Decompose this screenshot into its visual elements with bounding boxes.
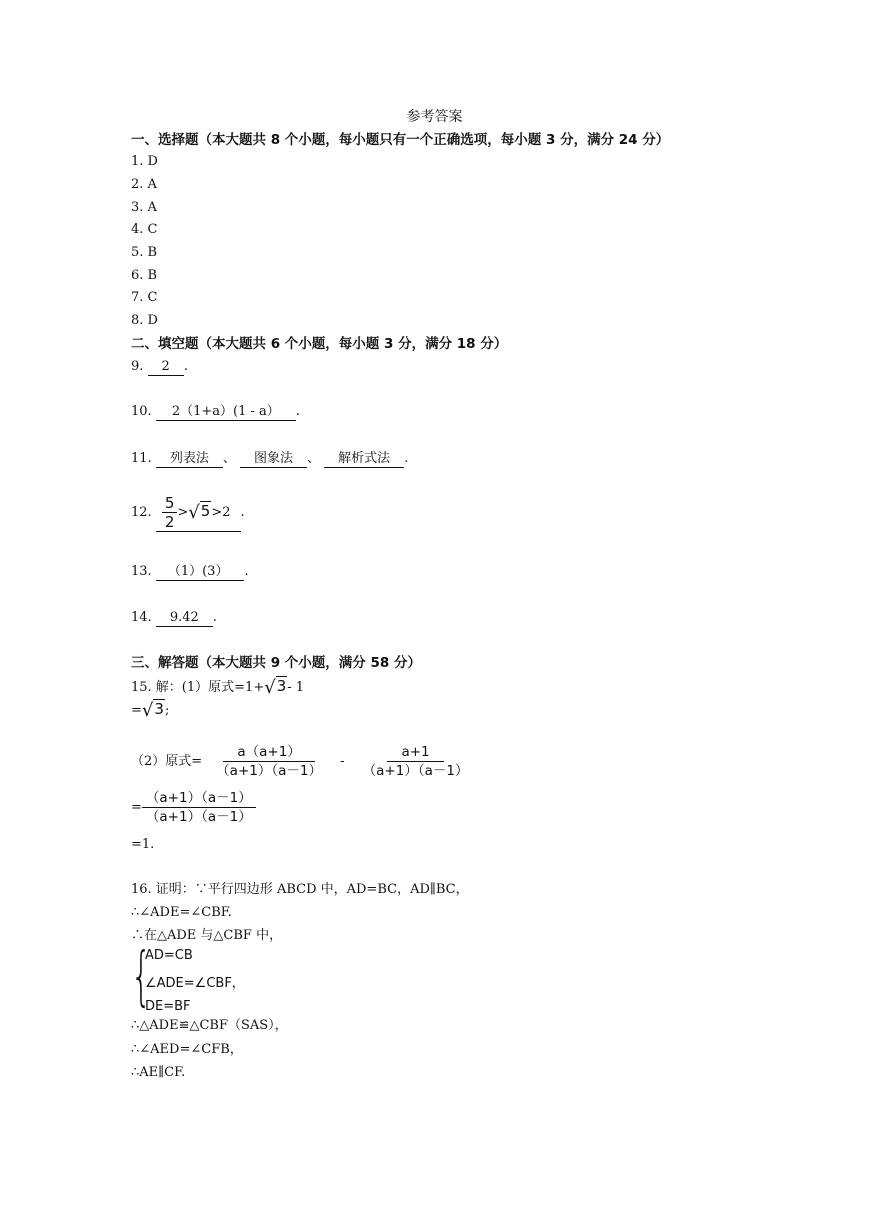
q16-equation-system — [131, 940, 245, 1014]
q16-line-6: ∴AE∥CF. — [131, 1065, 186, 1080]
q11-end: . — [404, 451, 409, 466]
q16-line-1: 16. 证明：∵平行四边形 ABCD 中，AD=BC，AD∥BC， — [131, 882, 469, 897]
section1-heading: 一、选择题（本大题共 8 个小题，每小题只有一个正确选项，每小题 3 分，满分 24 分） — [131, 132, 670, 148]
q10-number: 10. — [131, 404, 152, 419]
q15-equals: = — [131, 800, 142, 815]
q13-answer: （1）(3） — [156, 564, 245, 581]
q11-sep-1: 、 — [222, 451, 236, 466]
q15-line1-prefix: 15. 解：(1）原式=1+ — [131, 680, 265, 695]
q15-fraction-1 — [202, 743, 336, 780]
q15-minus: - — [340, 754, 345, 769]
q15-sqrt-2-arg: 3 — [154, 700, 164, 718]
q14-line — [131, 609, 217, 627]
q15-fraction-2-numerator: a+1 — [387, 743, 443, 762]
section3-heading: 三、解答题（本大题共 9 个小题，满分 58 分） — [131, 655, 421, 671]
q12-fraction — [162, 494, 178, 531]
q16-brace-row-2: ∠ADE=∠CBF， — [145, 975, 245, 991]
q10-line — [131, 403, 300, 421]
q10-end: . — [295, 404, 300, 419]
left-brace-icon: { — [131, 940, 152, 1014]
q9-answer: 2 — [148, 359, 184, 376]
q12-sqrt-arg: 5 — [200, 502, 211, 520]
q12-gt-2: > — [211, 505, 223, 520]
sqrt-sign-icon: √ — [188, 502, 200, 523]
q16-line-5: ∴∠AED=∠CFB， — [131, 1042, 243, 1057]
q13-end: . — [244, 564, 249, 579]
q13-line — [131, 563, 249, 581]
q12-end: . — [240, 505, 245, 520]
q9-number: 9. — [131, 359, 144, 374]
q16-brace-row-3: DE=BF — [145, 999, 191, 1014]
q15-part2-line — [131, 740, 482, 784]
q15-line2-suffix: ; — [164, 703, 170, 718]
answer-4: 4. C — [131, 222, 158, 237]
answer-1: 1. D — [131, 154, 158, 169]
q12-tail: 2 — [222, 505, 231, 520]
q15-line-1 — [131, 677, 304, 697]
q12-sqrt — [188, 501, 211, 523]
q11-answer-1: 列表法 — [156, 451, 223, 468]
sqrt-sign-icon: √ — [264, 677, 276, 698]
q9-line — [131, 358, 188, 376]
q12-fraction-denominator: 2 — [164, 513, 175, 531]
q12-answer — [156, 494, 241, 532]
q15-part2-label: （2）原式= — [131, 754, 203, 769]
q15-line2-prefix: = — [131, 703, 142, 718]
q14-answer: 9.42 — [156, 610, 213, 627]
q16-brace-rows — [145, 948, 245, 1014]
q16-brace-row-1: AD=CB — [145, 948, 193, 963]
answer-8: 8. D — [131, 313, 158, 328]
q16-line-3: ∴在△ADE 与△CBF 中， — [131, 928, 283, 943]
q15-sqrt-1-arg: 3 — [276, 677, 287, 695]
q15-sqrt-1 — [264, 677, 287, 697]
q11-number: 11. — [131, 451, 152, 466]
q12-gt-1: > — [177, 505, 189, 520]
q14-end: . — [212, 610, 217, 625]
q15-fraction-3 — [142, 789, 256, 826]
q16-line-2: ∴∠ADE=∠CBF. — [131, 905, 232, 920]
answer-5: 5. B — [131, 245, 158, 260]
q15-fraction-2 — [349, 743, 483, 780]
answer-3: 3. A — [131, 200, 157, 215]
answer-2: 2. A — [131, 177, 157, 192]
q15-fraction-3-denominator: （a+1）（a－1） — [145, 809, 252, 825]
q15-result: =1. — [131, 837, 155, 852]
page-title: 参考答案 — [406, 109, 463, 125]
q15-sqrt-2 — [142, 700, 165, 720]
sqrt-sign-icon: √ — [141, 700, 154, 721]
q13-number: 13. — [131, 564, 152, 579]
q12-line — [131, 494, 245, 532]
q12-fraction-numerator: 5 — [162, 494, 178, 513]
q10-answer: 2（1+a）(1 - a） — [156, 404, 296, 421]
q14-number: 14. — [131, 610, 152, 625]
q15-fraction-1-denominator: （a+1）（a－1） — [216, 763, 322, 779]
answer-6: 6. B — [131, 268, 158, 283]
q15-fraction-2-denominator: （a+1）（a－1） — [362, 763, 469, 779]
q11-line — [131, 450, 408, 468]
q11-sep-2: 、 — [307, 451, 321, 466]
q9-end: . — [183, 359, 188, 374]
q11-answer-3: 解析式法 — [324, 451, 404, 468]
q11-answer-2: 图象法 — [240, 451, 307, 468]
section2-heading: 二、填空题（本大题共 6 个小题，每小题 3 分，满分 18 分） — [131, 336, 508, 352]
q15-line-2 — [131, 700, 169, 720]
q12-number: 12. — [131, 505, 152, 520]
q15-line1-suffix: - 1 — [287, 680, 305, 695]
q16-line-4: ∴△ADE≌△CBF（SAS）， — [131, 1018, 288, 1033]
answer-7: 7. C — [131, 290, 158, 305]
q15-step-line — [131, 786, 256, 830]
q15-fraction-3-numerator: （a+1）（a－1） — [142, 789, 256, 808]
q15-fraction-1-numerator: a（a+1） — [223, 743, 314, 762]
